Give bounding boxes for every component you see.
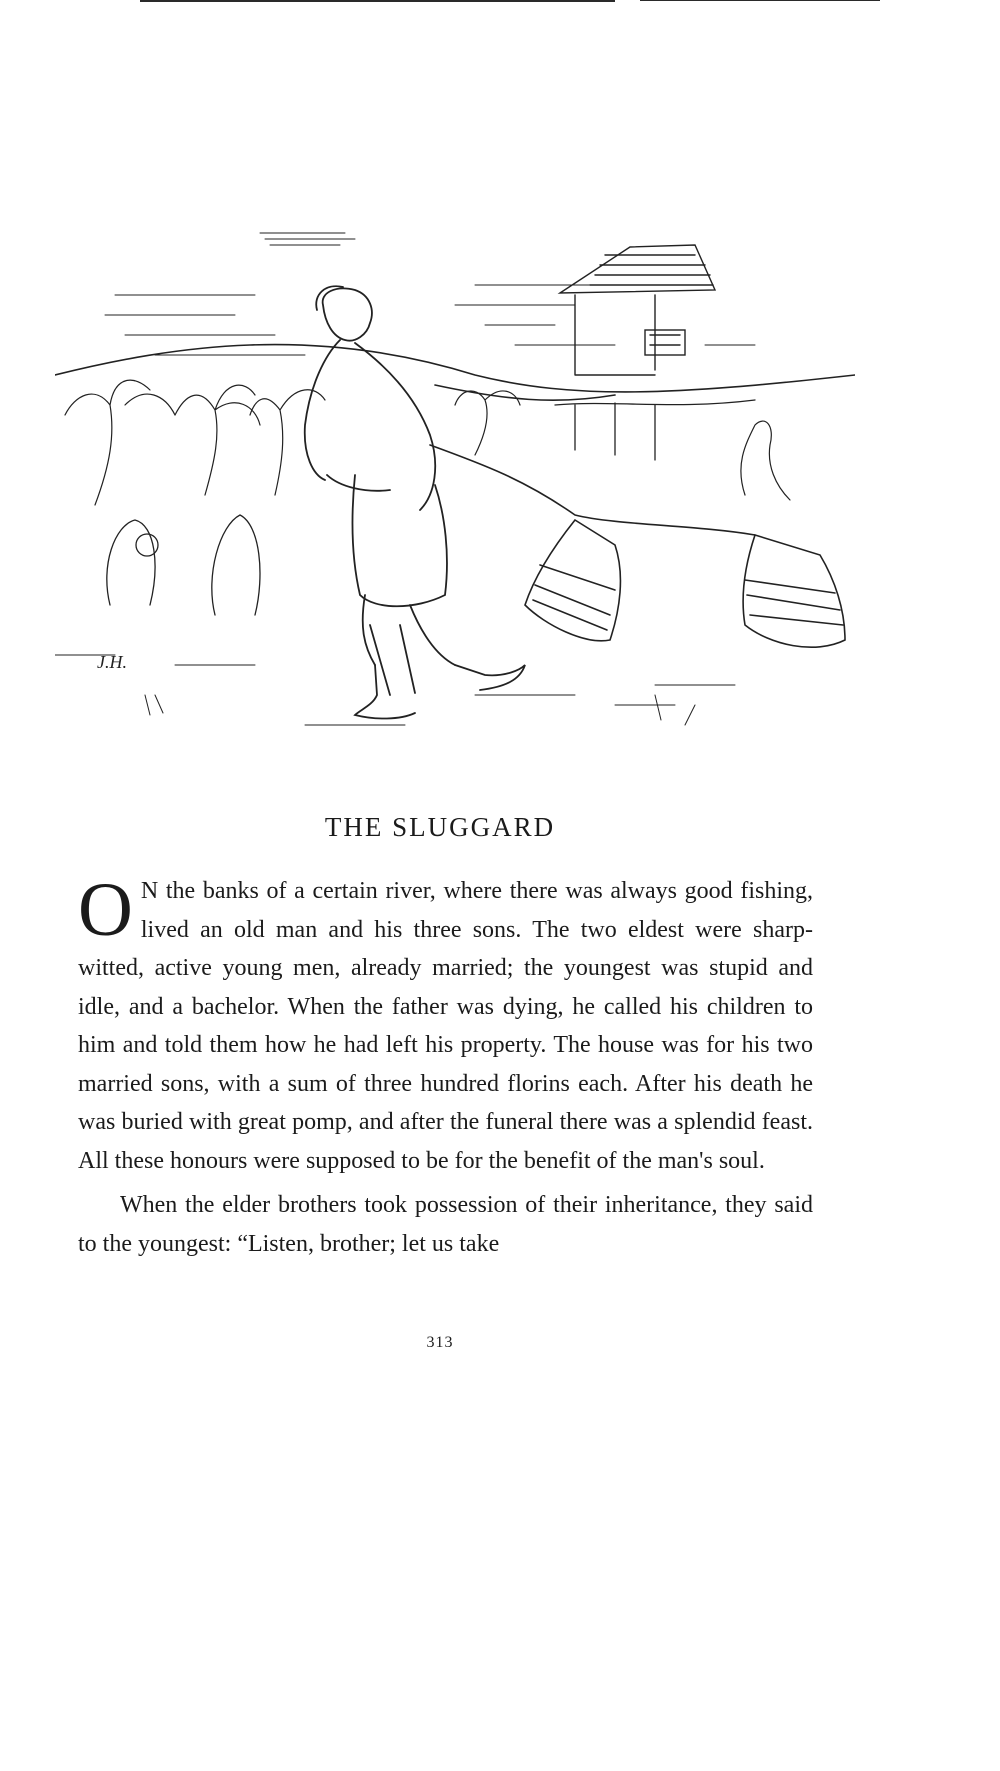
- chapter-title: THE SLUGGARD: [324, 812, 556, 842]
- hill-lines: [55, 345, 855, 401]
- house: [560, 245, 715, 375]
- ground-strokes: [55, 655, 735, 725]
- paragraph-2: When the elder brothers took possession of their inheritance, they said to the youngest: “Listen, brother; let us take: [78, 1192, 813, 1257]
- haystacks: [107, 515, 260, 615]
- paragraph-1-text: N the banks of a certain river, where there was always good fishing, lived an old man and his three sons. The two eldest were sharp-witted, active young men, already married; the youngest was stupid and idle, and a bachelor. When the father was dying, he called his children to him and told them how he had left his property. The house was for his two married sons, with a sum of three hundred florins each. After his death he was buried with great pomp, and after the funeral there was a splendid feast. All these honours were supposed to be for the benefit of the man's soul.: [78, 878, 813, 1174]
- yoke-and-buckets: [430, 445, 845, 647]
- illustrator-signature: J.H.: [97, 652, 127, 672]
- top-rule-right: [640, 0, 880, 1]
- top-rule: [140, 0, 615, 2]
- signature-mark: [97, 652, 127, 672]
- pollard-trees: [65, 380, 790, 505]
- drop-cap: O: [78, 868, 133, 952]
- body-text: [78, 868, 813, 1263]
- man-figure: [305, 286, 525, 718]
- page-number: 313: [426, 1334, 454, 1351]
- man-carrying-buckets-illustration: [55, 225, 855, 745]
- paragraph-1: [78, 868, 813, 1180]
- fence: [555, 400, 755, 460]
- sky-hatching: [105, 233, 755, 355]
